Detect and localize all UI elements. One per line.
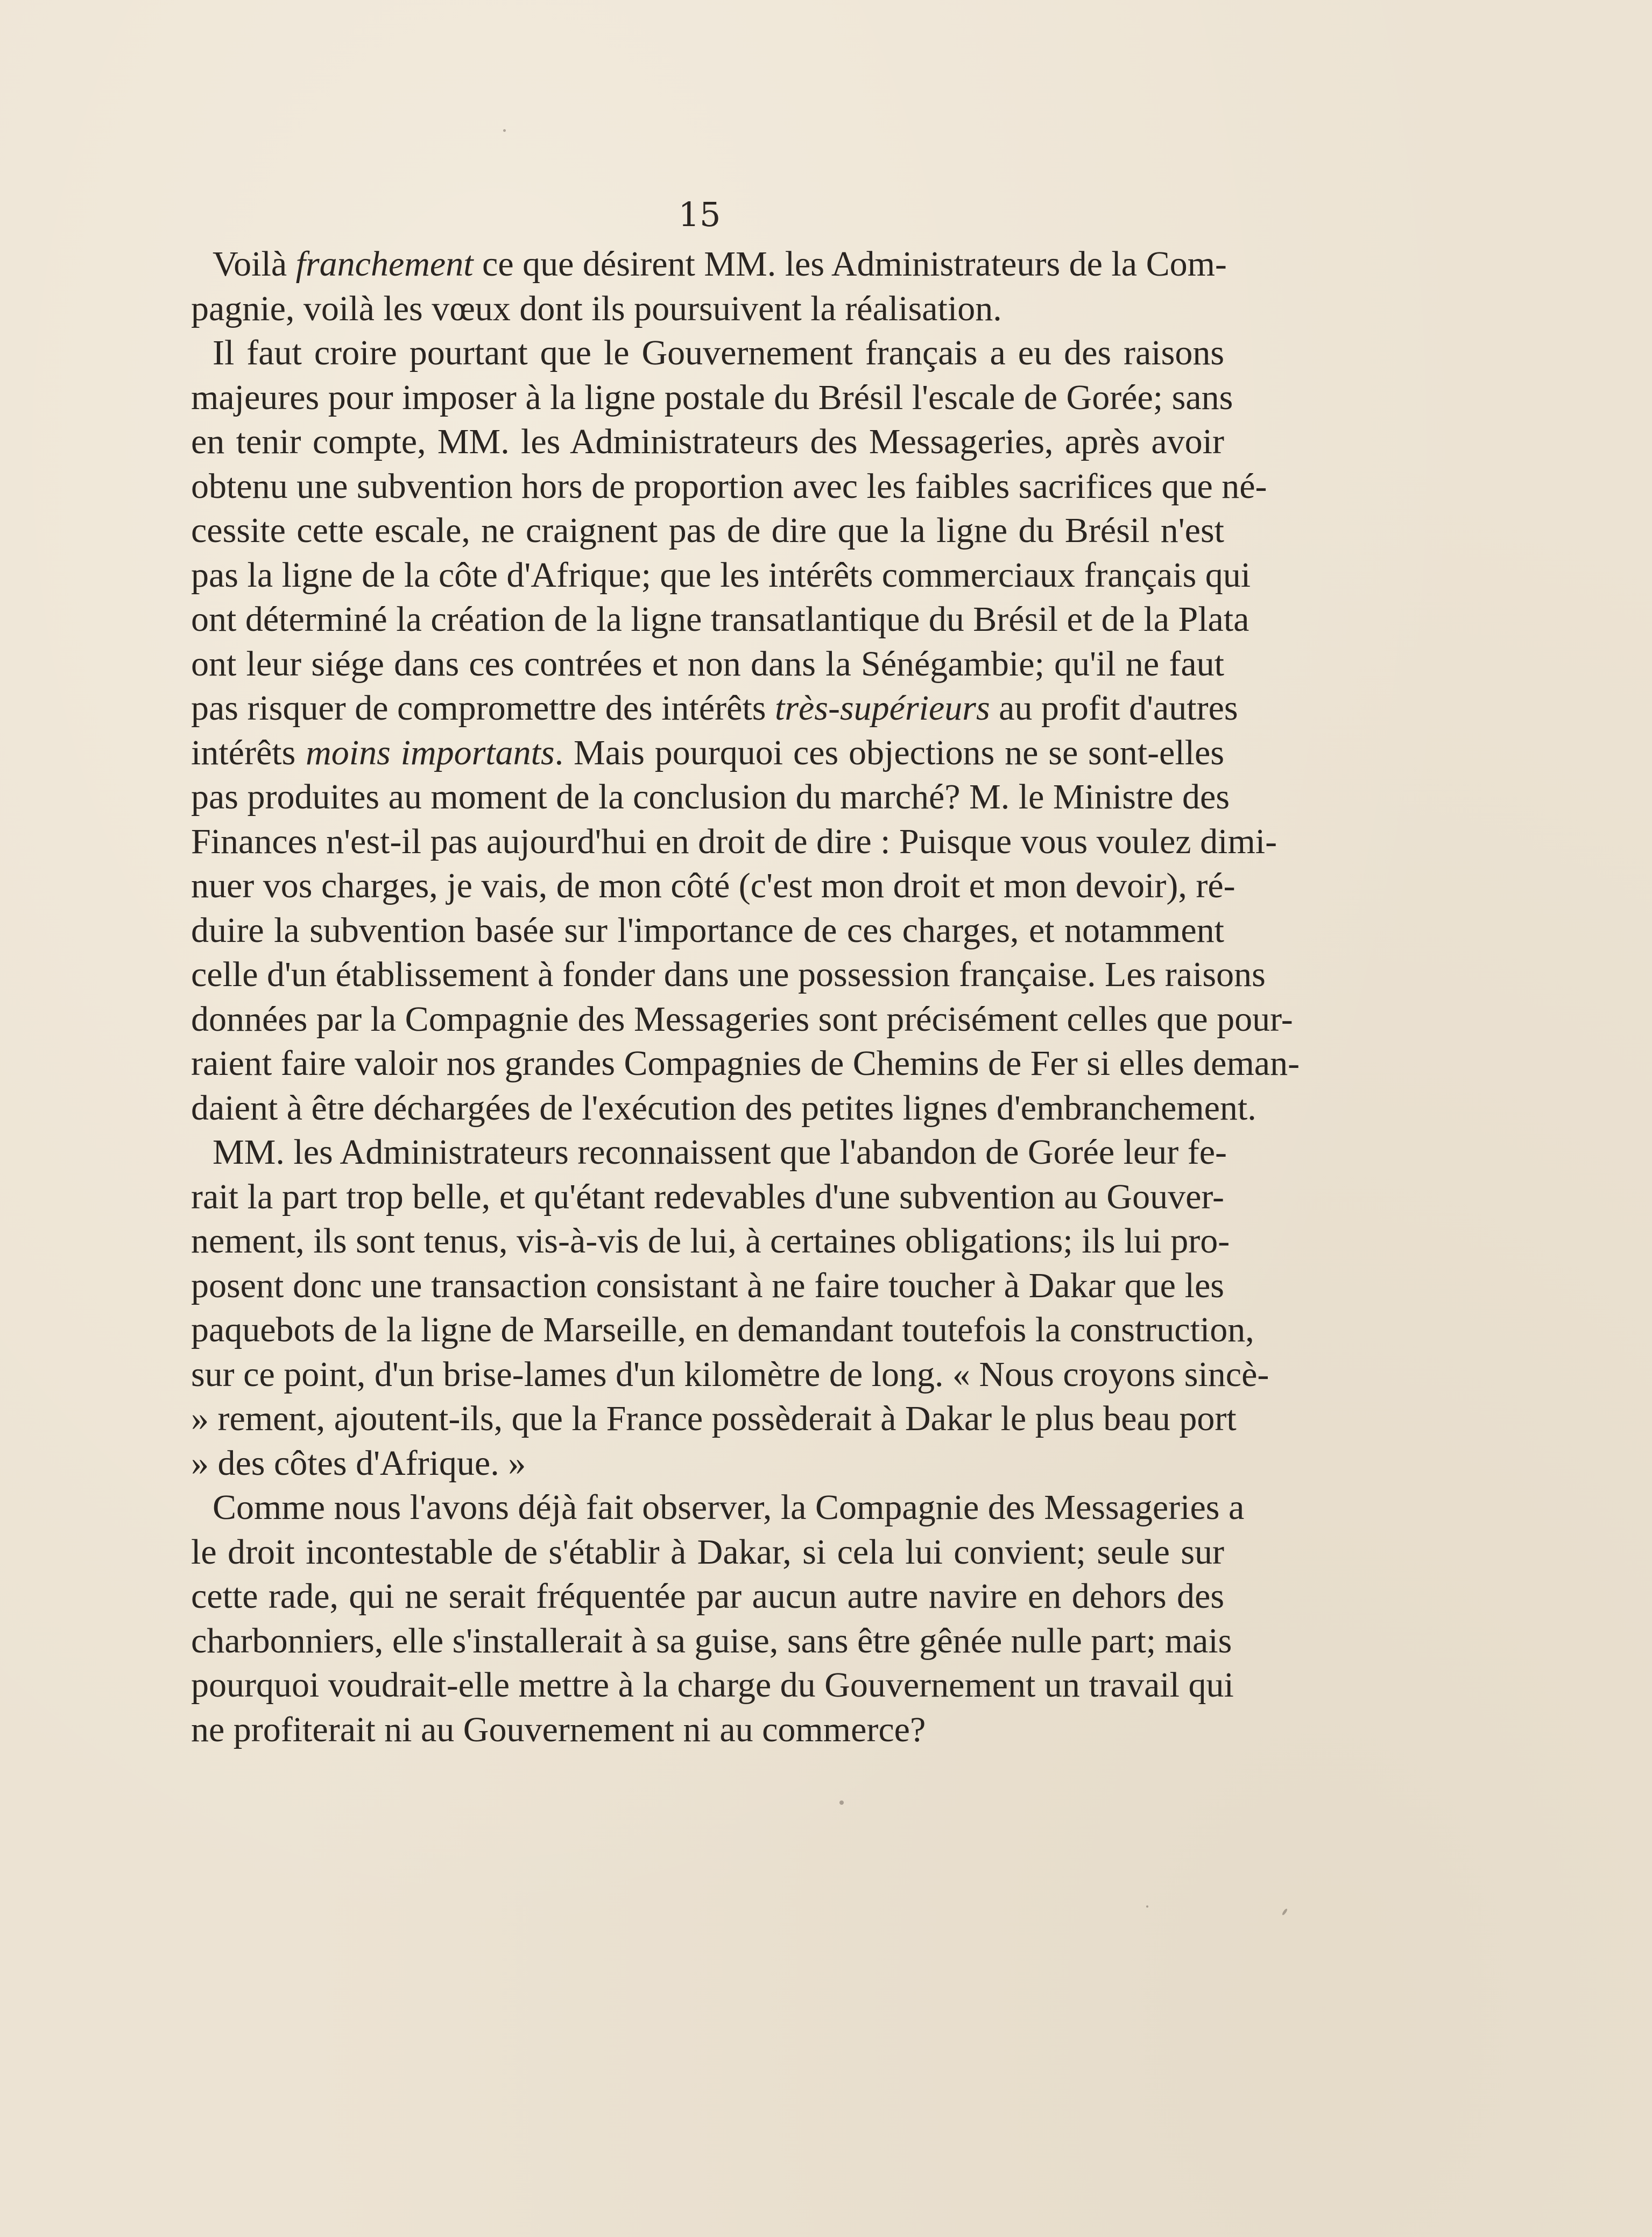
text-line bbox=[191, 1397, 1237, 1441]
paper-speck bbox=[503, 129, 506, 132]
text-segment: données par la Compagnie des Messageries sont précisément celles que pour- bbox=[191, 999, 1293, 1039]
text-segment: pourquoi voudrait-elle mettre à la charge du Gouvernement un travail qui bbox=[191, 1665, 1234, 1705]
italic-text: moins importants bbox=[306, 733, 555, 772]
text-segment: cessite cette escale, ne craignent pas de dire que la ligne du Brésil n'est bbox=[191, 511, 1224, 550]
text-line bbox=[191, 287, 1224, 332]
text-segment: nuer vos charges, je vais, de mon côté (c'est mon droit et mon devoir), ré- bbox=[191, 866, 1236, 905]
paper-speck bbox=[839, 1800, 844, 1805]
text-segment: nement, ils sont tenus, vis-à-vis de lui, à certaines obligations; ils lui pro- bbox=[191, 1221, 1230, 1261]
text-segment: rait la part trop belle, et qu'étant redevables d'une subvention au Gouver- bbox=[191, 1177, 1224, 1216]
text-line bbox=[191, 642, 1224, 687]
text-line bbox=[191, 420, 1224, 465]
text-segment: le droit incontestable de s'établir à Dakar, si cela lui convient; seule sur bbox=[191, 1532, 1224, 1572]
text-line bbox=[191, 997, 1293, 1042]
paper-speck bbox=[1146, 1905, 1148, 1908]
text-line bbox=[191, 1353, 1269, 1397]
text-line bbox=[191, 731, 1224, 776]
text-line bbox=[191, 1175, 1224, 1220]
text-line bbox=[191, 1264, 1224, 1309]
text-line bbox=[191, 909, 1224, 953]
text-line bbox=[191, 376, 1233, 420]
text-segment: » des côtes d'Afrique. » bbox=[191, 1443, 526, 1483]
text-line bbox=[191, 1130, 1227, 1175]
paper-speck bbox=[1281, 1908, 1288, 1916]
text-segment: pas la ligne de la côte d'Afrique; que les intérêts commerciaux français qui bbox=[191, 555, 1251, 595]
body-text bbox=[191, 242, 1300, 1752]
text-line bbox=[191, 864, 1236, 909]
text-segment: paquebots de la ligne de Marseille, en demandant toutefois la construction, bbox=[191, 1310, 1254, 1349]
text-segment: ont leur siége dans ces contrées et non dans la Sénégambie; qu'il ne faut bbox=[191, 644, 1224, 684]
text-segment: daient à être déchargées de l'exécution des petites lignes d'embranchement. bbox=[191, 1088, 1256, 1128]
text-segment: en tenir compte, MM. les Administrateurs des Messageries, après avoir bbox=[191, 422, 1224, 461]
text-segment: ont déterminé la création de la ligne transatlantique du Brésil et de la Plata bbox=[191, 600, 1249, 639]
text-segment: obtenu une subvention hors de proportion avec les faibles sacrifices que né- bbox=[191, 466, 1267, 506]
text-line bbox=[191, 1708, 1224, 1753]
text-line bbox=[191, 1530, 1224, 1575]
text-segment: Il faut croire pourtant que le Gouvernement français a eu des raisons bbox=[213, 333, 1224, 372]
text-segment: Comme nous l'avons déjà fait observer, la Compagnie des Messageries a bbox=[213, 1488, 1245, 1527]
text-line bbox=[191, 465, 1267, 509]
text-segment: pagnie, voilà les vœux dont ils poursuivent la réalisation. bbox=[191, 289, 1002, 328]
text-line bbox=[191, 1619, 1232, 1664]
text-segment: sur ce point, d'un brise-lames d'un kilomètre de long. « Nous croyons sincè- bbox=[191, 1354, 1269, 1394]
italic-text: très-supérieurs bbox=[774, 688, 990, 728]
text-line bbox=[191, 820, 1277, 864]
text-segment: majeures pour imposer à la ligne postale du Brésil l'escale de Gorée; sans bbox=[191, 377, 1233, 417]
page-number: 15 bbox=[678, 195, 721, 234]
text-line bbox=[191, 1441, 1224, 1486]
text-line bbox=[191, 1486, 1245, 1530]
text-line bbox=[191, 1219, 1230, 1264]
text-segment: posent donc une transaction consistant à ne faire toucher à Dakar que les bbox=[191, 1265, 1224, 1305]
text-line bbox=[191, 509, 1224, 553]
text-segment: charbonniers, elle s'installerait à sa guise, sans être gênée nulle part; mais bbox=[191, 1621, 1232, 1661]
text-line bbox=[191, 953, 1266, 997]
text-line bbox=[191, 553, 1251, 598]
text-line bbox=[191, 775, 1230, 820]
text-segment: pas produites au moment de la conclusion du marché? M. le Ministre des bbox=[191, 777, 1230, 817]
text-line bbox=[191, 1574, 1224, 1619]
text-line bbox=[191, 1308, 1254, 1353]
text-line bbox=[191, 1042, 1300, 1086]
text-segment: celle d'un établissement à fonder dans une possession française. Les raisons bbox=[191, 955, 1266, 994]
text-segment: intérêts bbox=[191, 733, 306, 772]
text-segment: au profit d'autres bbox=[990, 688, 1238, 728]
text-line bbox=[191, 686, 1238, 731]
text-segment: » rement, ajoutent-ils, que la France possèderait à Dakar le plus beau port bbox=[191, 1399, 1237, 1438]
text-segment: MM. les Administrateurs reconnaissent que l'abandon de Gorée leur fe- bbox=[213, 1132, 1227, 1172]
text-segment: ce que désirent MM. les Administrateurs de la Com- bbox=[473, 244, 1227, 284]
text-line bbox=[191, 1663, 1234, 1708]
text-line bbox=[191, 331, 1224, 376]
text-segment: . Mais pourquoi ces objections ne se sont-elles bbox=[554, 733, 1225, 772]
text-segment: cette rade, qui ne serait fréquentée par aucun autre navire en dehors des bbox=[191, 1577, 1224, 1616]
text-line bbox=[191, 1086, 1256, 1131]
text-line bbox=[191, 597, 1249, 642]
text-line bbox=[191, 242, 1227, 287]
text-segment: raient faire valoir nos grandes Compagnies de Chemins de Fer si elles deman- bbox=[191, 1044, 1300, 1083]
text-segment: Finances n'est-il pas aujourd'hui en droit de dire : Puisque vous voulez dimi- bbox=[191, 821, 1277, 861]
text-segment: duire la subvention basée sur l'importance de ces charges, et notamment bbox=[191, 910, 1224, 950]
text-segment: ne profiterait ni au Gouvernement ni au commerce? bbox=[191, 1710, 926, 1749]
text-segment: Voilà bbox=[213, 244, 296, 284]
italic-text: franchement bbox=[295, 244, 474, 284]
text-segment: pas risquer de compromettre des intérêts bbox=[191, 688, 775, 728]
